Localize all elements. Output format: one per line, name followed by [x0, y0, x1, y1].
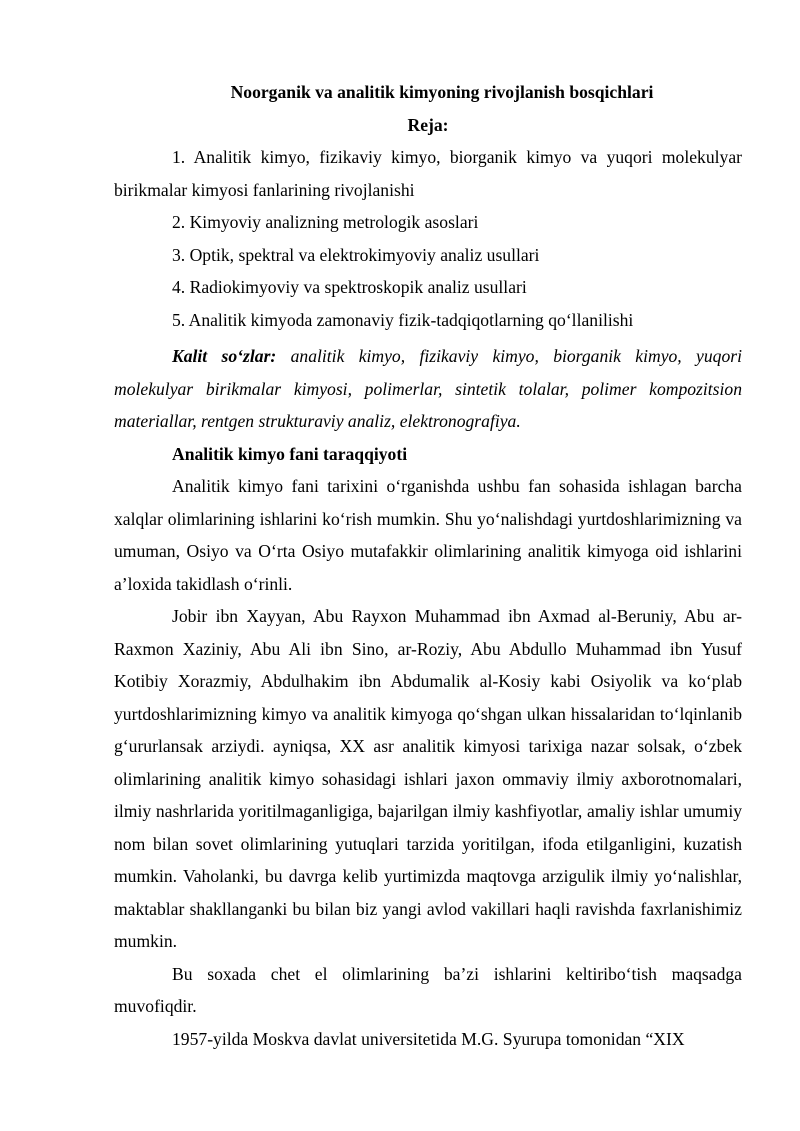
keywords-label: Kalit so‘zlar:: [172, 346, 277, 366]
body-paragraph-4: 1957-yilda Moskva davlat universitetida M.G. Syurupa tomonidan “XIX: [172, 1028, 685, 1049]
plan-item-5: 5. Analitik kimyoda zamonaviy fizik-tadqiqotlarning qo‘llanilishi: [172, 309, 634, 330]
document-title: Noorganik va analitik kimyoning rivojlanish bosqichlari: [230, 82, 654, 102]
keywords-text: analitik kimyo, fizikaviy kimyo, biorganik kimyo, yuqori molekulyar birikmalar kimyosi, polimerlar, sintetik tolalar, polimer kompozitsion materiallar, rentgen strukturaviy analiz, elektronografiya.: [114, 346, 742, 431]
plan-item-1: 1. Analitik kimyo, fizikaviy kimyo, biorganik kimyo va yuqori molekulyar birikmalar kimyosi fanlarining rivojlanishi: [114, 147, 742, 200]
plan-item-2: 2. Kimyoviy analizning metrologik asoslari: [172, 212, 479, 232]
body-paragraph-1: Analitik kimyo fani tarixini o‘rganishda ushbu fan sohasida ishlagan barcha xalqlar olimlarining ishlarini ko‘rish mumkin. Shu yo‘nalishdagi yurtdoshlarimizning va umuman, Osiyo va O‘rta Osiyo mutafakkir olimlarining analitik kimyoga oid ishlarini a’loxida takidlash o‘rinli.: [114, 476, 742, 594]
body-paragraph-3: Bu soxada chet el olimlarining ba’zi ishlarini keltiribo‘tish maqsadga muvofiqdir.: [114, 963, 742, 1016]
document-page: [114, 76, 742, 1055]
keywords-paragraph: [114, 340, 742, 438]
plan-list: [114, 141, 742, 336]
plan-item-3: 3. Optik, spektral va elektrokimyoviy analiz usullari: [172, 244, 540, 265]
section-heading: Analitik kimyo fani taraqqiyoti: [172, 443, 408, 464]
plan-item-4: 4. Radiokimyoviy va spektroskopik analiz usullari: [172, 277, 527, 297]
body-paragraph-2: Jobir ibn Xayyan, Abu Rayxon Muhammad ibn Axmad al-Beruniy, Abu ar-Raxmon Xaziniy, Abu Ali ibn Sino, ar-Roziy, Abu Abdullo Muhammad ibn Yusuf Kotibiy Xorazmiy, Abdulhakim ibn Abdumalik al-Kosiy kabi Osiyolik va ko‘plab yurtdoshlarimizning kimyo va analitik kimyoga qo‘shgan ulkan hissalaridan to‘lqinlanib g‘ururlansak arziydi. ayniqsa, XX asr analitik kimyosi tarixiga nazar solsak, o‘zbek olimlarining analitik kimyo sohasidagi ishlari jaxon ommaviy ilmiy axborotnomalari, ilmiy nashrlarida yoritilmaganligiga, bajarilgan ilmiy kashfiyotlar, amaliy ishlar umumiy nom bilan sovet olimlarining yutuqlari tarzida yoritilgan, ifoda etilganligini, kuzatish mumkin. Vaholanki, bu davrga kelib yurtimizda maqtovga arzigulik ilmiy yo‘nalishlar, maktablar shakllanganki bu bilan biz yangi avlod vakillari haqli ravishda faxrlanishimiz mumkin.: [114, 606, 742, 951]
plan-heading: Reja:: [407, 114, 449, 135]
